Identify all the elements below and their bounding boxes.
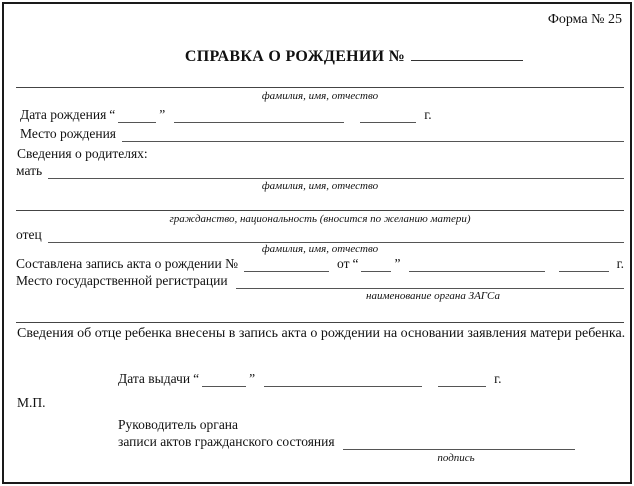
year-abbr-label: г. (424, 107, 432, 123)
signature-field[interactable] (343, 434, 575, 450)
close-quote-icon: ” (159, 107, 166, 123)
father-fio-field[interactable] (48, 227, 624, 243)
birth-year-field[interactable] (360, 107, 416, 123)
signature-row (118, 434, 575, 450)
mother-row (16, 163, 624, 179)
issue-year-field[interactable] (438, 371, 486, 387)
citizenship-caption: гражданство, национальность (вносится по желанию матери) (169, 213, 471, 225)
year-abbr-label: г. (616, 256, 624, 272)
form-number-label: Форма № 25 (547, 12, 622, 27)
issue-date-label: Дата выдачи (118, 371, 191, 387)
issue-month-field[interactable] (264, 371, 422, 387)
child-fio-field[interactable] (16, 87, 624, 88)
act-year-field[interactable] (559, 256, 609, 272)
signature-caption: подпись (437, 452, 475, 464)
from-label: от (337, 256, 350, 272)
birth-day-field[interactable] (118, 107, 156, 123)
citizenship-field[interactable] (16, 210, 624, 211)
birth-month-field[interactable] (174, 107, 344, 123)
open-quote-icon: “ (109, 107, 116, 123)
open-quote-icon: “ (352, 256, 359, 272)
registration-place-field[interactable] (236, 273, 624, 289)
father-label: отец (16, 227, 42, 243)
head-org-label-line1: Руководитель органа (118, 417, 239, 432)
father-note-text: Сведения об отце ребенка внесены в запись акта о рождении на основании заявления матери ребенка. (17, 326, 626, 341)
birth-place-label: Место рождения (20, 126, 117, 142)
head-org-label-line2: записи актов гражданского состояния (118, 434, 335, 450)
registration-place-label: Место государственной регистрации (16, 273, 228, 289)
child-fio-caption: фамилия, имя, отчество (261, 90, 379, 102)
title-row (0, 46, 634, 66)
stamp-place-label: М.П. (17, 395, 46, 410)
birth-date-label: Дата рождения (20, 107, 107, 123)
registration-place-row (16, 273, 624, 289)
father-fio-caption: фамилия, имя, отчество (261, 243, 379, 255)
close-quote-icon: ” (394, 256, 401, 272)
mother-fio-field[interactable] (48, 163, 624, 179)
close-quote-icon: ” (249, 371, 256, 387)
birth-date-row (20, 107, 432, 123)
mother-fio-caption: фамилия, имя, отчество (261, 180, 379, 192)
page-title: СПРАВКА О РОЖДЕНИИ № (184, 48, 406, 65)
parents-info-label: Сведения о родителях: (17, 146, 148, 161)
birth-place-field[interactable] (122, 126, 624, 142)
act-record-row (16, 256, 624, 272)
mother-label: мать (16, 163, 43, 179)
father-row (16, 227, 624, 243)
act-day-field[interactable] (361, 256, 391, 272)
issue-day-field[interactable] (202, 371, 246, 387)
act-number-field[interactable] (244, 256, 329, 272)
zags-org-caption: наименование органа ЗАГСа (366, 290, 500, 302)
issue-date-row (118, 371, 501, 387)
year-abbr-label: г. (494, 371, 502, 387)
open-quote-icon: “ (193, 371, 200, 387)
act-month-field[interactable] (409, 256, 544, 272)
act-record-label: Составлена запись акта о рождении № (16, 256, 238, 272)
certificate-number-field[interactable] (411, 46, 523, 61)
divider-line (16, 322, 624, 323)
birth-place-row (20, 126, 624, 142)
